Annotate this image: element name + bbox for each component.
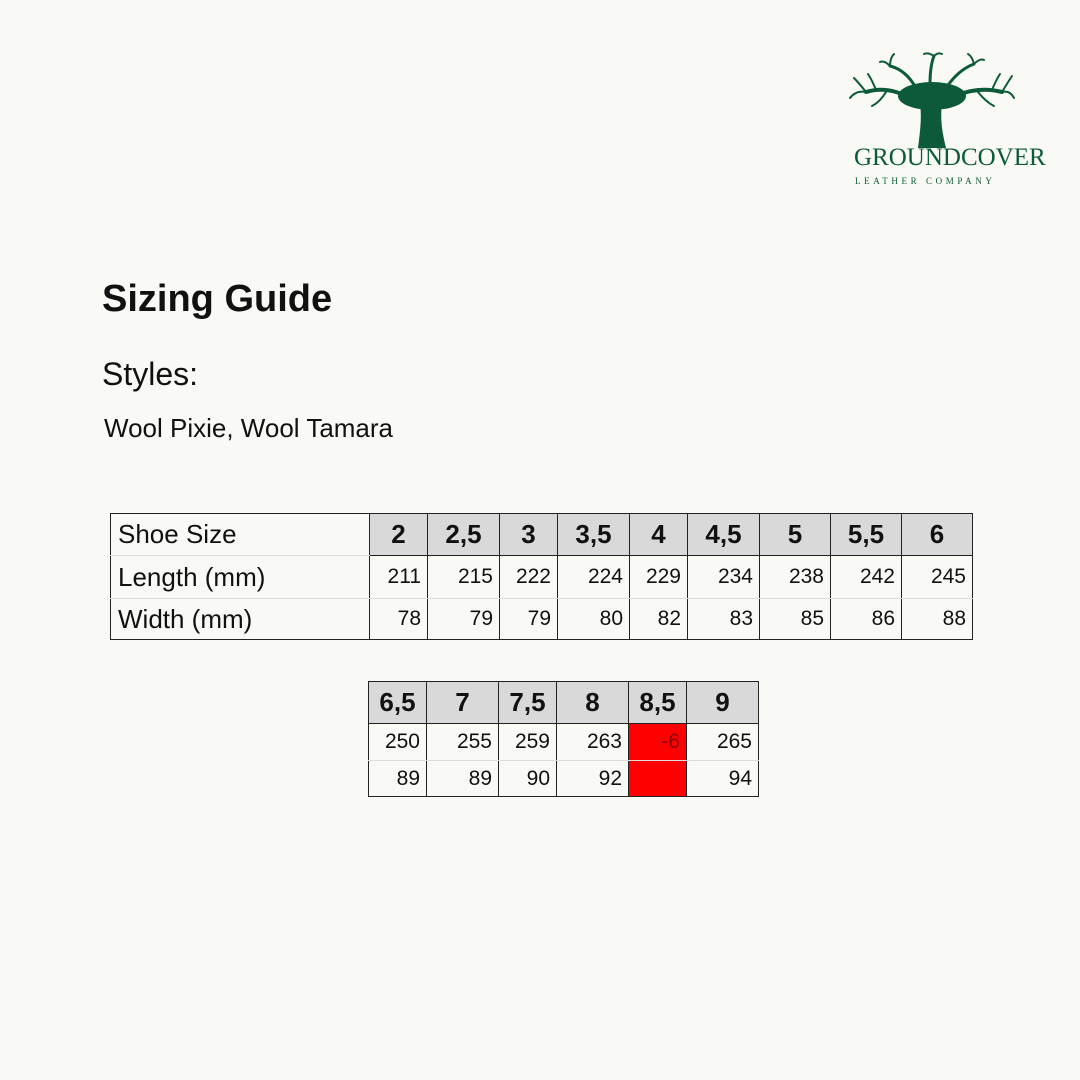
brand-name: GROUNDCOVER bbox=[854, 144, 1046, 171]
width-cell: 82 bbox=[630, 599, 688, 640]
length-cell: 238 bbox=[760, 556, 831, 599]
length-cell: 250 bbox=[369, 724, 427, 761]
width-cell-highlighted bbox=[629, 761, 687, 797]
size-cell: 6 bbox=[902, 514, 973, 556]
size-row bbox=[111, 514, 973, 556]
size-cell: 4 bbox=[630, 514, 688, 556]
styles-list: Wool Pixie, Wool Tamara bbox=[104, 413, 394, 443]
size-cell: 5,5 bbox=[831, 514, 902, 556]
width-cell: 92 bbox=[557, 761, 629, 797]
size-cell: 7,5 bbox=[499, 682, 557, 724]
length-cell: 255 bbox=[427, 724, 499, 761]
size-cell: 3 bbox=[500, 514, 558, 556]
length-cell-highlighted: -6 bbox=[629, 724, 687, 761]
length-cell: 245 bbox=[902, 556, 973, 599]
styles-label: Styles: bbox=[102, 356, 199, 392]
size-cell: 7 bbox=[427, 682, 499, 724]
tree-icon bbox=[846, 52, 1016, 148]
width-label: Width (mm) bbox=[111, 599, 370, 640]
width-cell: 88 bbox=[902, 599, 973, 640]
size-cell: 2 bbox=[370, 514, 428, 556]
width-cell: 94 bbox=[687, 761, 759, 797]
length-cell: 234 bbox=[688, 556, 760, 599]
width-cell: 90 bbox=[499, 761, 557, 797]
length-cell: 224 bbox=[558, 556, 630, 599]
width-cell: 79 bbox=[500, 599, 558, 640]
size-cell: 8 bbox=[557, 682, 629, 724]
length-label: Length (mm) bbox=[111, 556, 370, 599]
length-cell: 229 bbox=[630, 556, 688, 599]
size-cell: 5 bbox=[760, 514, 831, 556]
size-cell: 8,5 bbox=[629, 682, 687, 724]
page-title: Sizing Guide bbox=[102, 278, 333, 320]
width-row bbox=[111, 599, 973, 640]
sizing-table-1 bbox=[110, 513, 973, 640]
size-cell: 3,5 bbox=[558, 514, 630, 556]
length-cell: 215 bbox=[428, 556, 500, 599]
length-cell: 211 bbox=[370, 556, 428, 599]
width-cell: 89 bbox=[369, 761, 427, 797]
brand-subtitle: LEATHER COMPANY bbox=[855, 176, 996, 186]
shoe-size-label: Shoe Size bbox=[111, 514, 370, 556]
sizing-table-2 bbox=[368, 681, 759, 797]
width-cell: 80 bbox=[558, 599, 630, 640]
length-cell: 265 bbox=[687, 724, 759, 761]
width-cell: 79 bbox=[428, 599, 500, 640]
brand-logo bbox=[846, 52, 1046, 192]
length-cell: 242 bbox=[831, 556, 902, 599]
size-row bbox=[369, 682, 759, 724]
size-cell: 2,5 bbox=[428, 514, 500, 556]
length-cell: 222 bbox=[500, 556, 558, 599]
width-cell: 78 bbox=[370, 599, 428, 640]
length-row bbox=[111, 556, 973, 599]
width-cell: 89 bbox=[427, 761, 499, 797]
size-cell: 4,5 bbox=[688, 514, 760, 556]
size-cell: 6,5 bbox=[369, 682, 427, 724]
length-cell: 263 bbox=[557, 724, 629, 761]
length-row bbox=[369, 724, 759, 761]
size-cell: 9 bbox=[687, 682, 759, 724]
width-cell: 85 bbox=[760, 599, 831, 640]
width-row bbox=[369, 761, 759, 797]
length-cell: 259 bbox=[499, 724, 557, 761]
width-cell: 83 bbox=[688, 599, 760, 640]
width-cell: 86 bbox=[831, 599, 902, 640]
